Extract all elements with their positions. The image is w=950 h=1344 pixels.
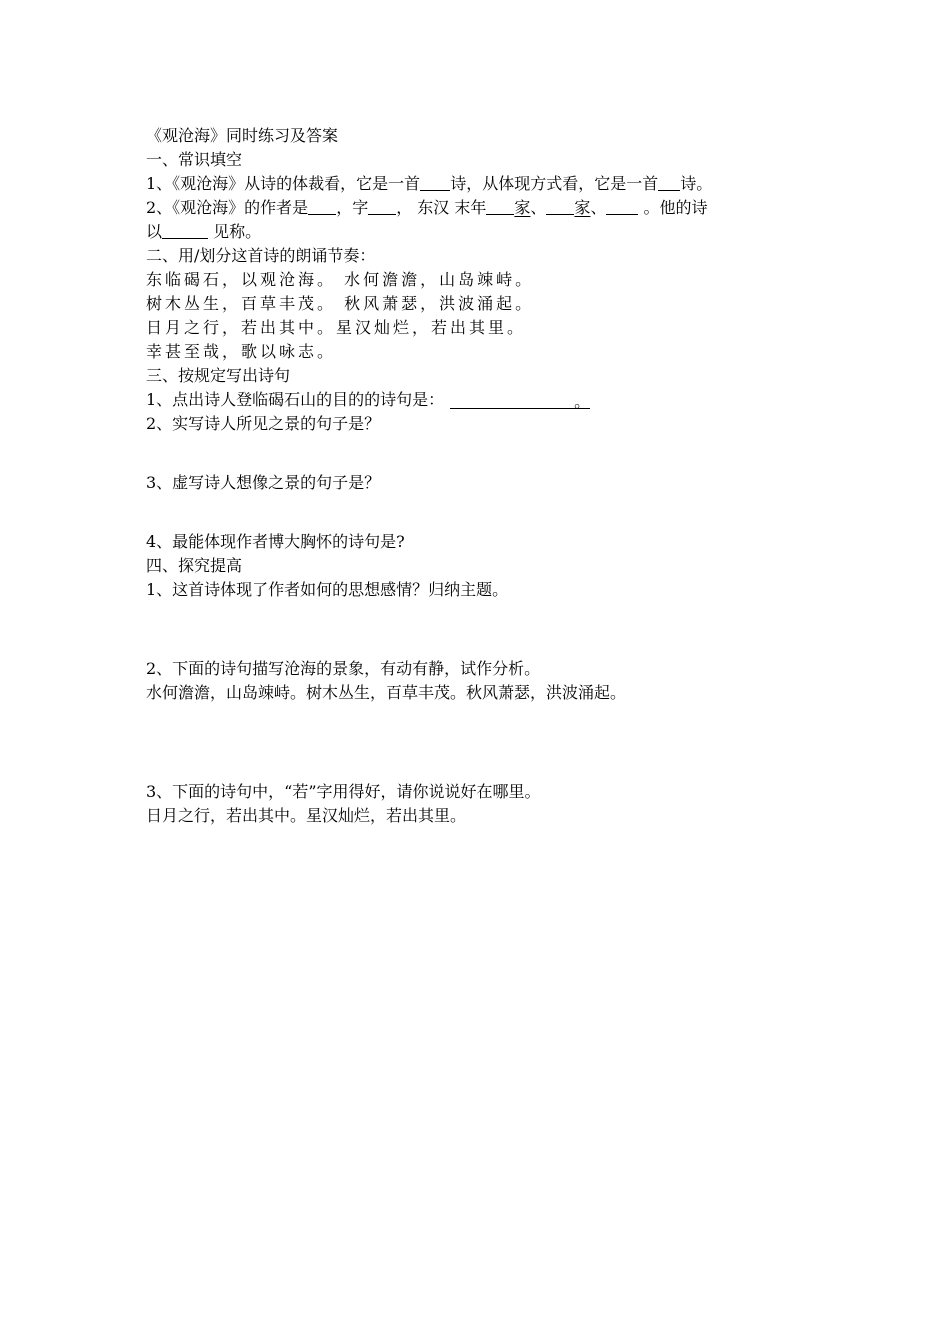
sec4-question-3: 3、下面的诗句中，“若”字用得好，请你说说好在哪里。: [146, 782, 541, 801]
poem-line-2: 树木丛生，百草丰茂。 秋风萧瑟，洪波涌起。: [146, 294, 535, 313]
sec4-question-2: 2、下面的诗句描写沧海的景象，有动有静，试作分析。: [146, 659, 541, 678]
blank-expression[interactable]: [658, 172, 680, 191]
answer-space[interactable]: [146, 705, 826, 780]
sec3-question-1: 1、点出诗人登临碣石山的目的的诗句是： 。: [146, 390, 591, 411]
sec1-question-2: 2、《观沧海》的作者是 ，字 ， 东汉 末年 家、 家、 。他的诗: [146, 198, 708, 217]
sec4-question-2-poem: 水何澹澹，山岛竦峙。树木丛生，百草丰茂。秋风萧瑟，洪波涌起。: [146, 683, 627, 702]
poem-line-4: 幸甚至哉，歌以咏志。: [146, 342, 337, 361]
answer-space[interactable]: [146, 436, 826, 471]
blank-genre[interactable]: [420, 172, 450, 191]
blank-role-3[interactable]: [606, 196, 638, 215]
blank-role-2[interactable]: [546, 196, 574, 215]
poem-line-1: 东临碣石，以观沧海。 水何澹澹，山岛竦峙。: [146, 270, 535, 289]
sec4-question-3-poem: 日月之行，若出其中。星汉灿烂，若出其里。: [146, 806, 467, 825]
section-3-heading: 三、按规定写出诗句: [146, 366, 291, 385]
poem-line-3: 日月之行，若出其中。星汉灿烂，若出其里。: [146, 318, 527, 337]
sec3-question-4: 4、最能体现作者博大胸怀的诗句是?: [146, 532, 405, 551]
doc-title: 《观沧海》同时练习及答案: [146, 126, 339, 145]
answer-space[interactable]: [146, 495, 826, 530]
document-page: [146, 124, 826, 828]
sec1-question-2-cont: 以 见称。: [146, 222, 262, 241]
sec3-question-3: 3、虚写诗人想像之景的句子是？: [146, 473, 381, 492]
blank-role-1[interactable]: [486, 196, 514, 215]
section-4-heading: 四、探究提高: [146, 556, 243, 575]
blank-poetry-style[interactable]: [162, 220, 208, 239]
sec1-question-1: 1、《观沧海》从诗的体裁看，它是一首 诗，从体现方式看，它是一首 诗。: [146, 174, 713, 193]
blank-purpose-line[interactable]: 。: [450, 390, 590, 409]
answer-space[interactable]: [146, 602, 826, 657]
sec3-question-2: 2、实写诗人所见之景的句子是？: [146, 414, 381, 433]
sec4-question-1: 1、这首诗体现了作者如何的思想感情？归纳主题。: [146, 580, 509, 599]
section-1-heading: 一、常识填空: [146, 150, 243, 169]
section-2-heading: 二、用/划分这首诗的朗诵节奏：: [146, 246, 376, 265]
blank-courtesy-name[interactable]: [368, 196, 396, 215]
blank-author[interactable]: [308, 196, 336, 215]
